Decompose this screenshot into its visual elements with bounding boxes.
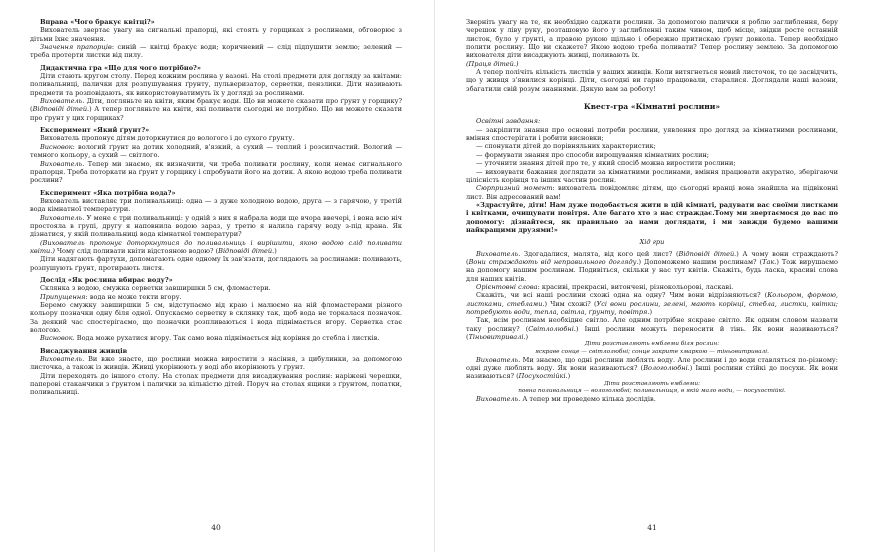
paragraph: Орієнтовні слова: красиві, прекрасні, витончені, різнокольорові, ласкаві.: [476, 282, 734, 291]
paragraph: А тепер полічіть кількість листків у ваших живців. Коли витягнеться новий листочок, то це засвідчить, що у живця з'явилися корінці. Діти, сьогодні ви гарно працювали, старалися. Доглядали наші вазони, збагатили свій розум знаннями. Дякую вам за роботу!: [466, 68, 838, 93]
page-fold: [434, 0, 435, 552]
paragraph: Вихователь пропонує дітям доторкнутися до вологого і до сухого ґрунту.: [40, 134, 295, 143]
paragraph: Висновок: вологий ґрунт на дотик холодний, в'язкий, а сухий — теплий і розсипчастий. Вологий — темного кольору, а сухий — світлого.: [30, 142, 402, 160]
task-item: — закріпити знання про основні потреби рослини, уявлення про догляд за кімнатними рослинами, вміння спостерігати і робити висновки;: [466, 125, 838, 143]
page-number-left: 40: [211, 522, 221, 532]
note-line: яскраве сонце — світлолюбні; сонце закрите хмаркою — тіньовитривалі.: [535, 348, 769, 355]
game-progress-heading: Хід гри: [639, 238, 665, 247]
paragraph: Скажіть, чи всі наші рослини схожі одна на одну? Чим вони відрізняються? (Кольором, формою, листками, стеблами.) Чим схожі? (Усі вони рослини, зелені, мають корінці, стебла, листки, квітки; потребують води, тепла, світла, ґрунту, повітря.): [466, 291, 839, 316]
paragraph: Висновок. Вода може рухатися вгору. Так само вона піднімається від коріння до стебла і листків.: [40, 334, 380, 343]
paragraph: Так, всім рослинам необхідне світло. Але одним потрібне яскраве світло. Як одним словом назвати таку рослину? (Світлолюбні.) Інші рослини можуть переносити й тінь. Як вони називаються? (Тіньовитривалі.): [466, 316, 838, 342]
letter-text: «Здрастуйте, діти! Нам дуже подобається жити в цій кімнаті, радувати вас своїми листками і квітками, очищувати повітря. Але багато хто з нас страждає.Тому ми звертаємося до вас по допомогу: дізнайтеся, як правильно за нами доглядати, і ми завжди будемо вашими найкращими друзями!»: [466, 200, 838, 234]
paragraph: Беремо смужку завширшки 5 см, відступаємо від краю і малюємо на ній фломастерами різного кольору позначки одну біля одної. Опускаємо серветку в склянку так, щоб вода не торкалася позначок. За деякий час спостерігаємо, що позначки розпливаються і вода піднімається вгору. Серветка стає вологою.: [30, 301, 402, 335]
heading-experiment-absorb: Дослід «Як рослина вбирає воду?»: [40, 275, 173, 284]
paragraph: Діти стають кругом столу. Перед кожним рослина у вазоні. На столі предмети для догляду за квітами: поливальниці, палички для розпушування ґрунту, пульверизатор, серветки, пензлики. Діти називають предмети та розповідають, як використовуватимуть їх у догляді за рослинами.: [30, 72, 402, 97]
section-title: Квест-гра «Кімнатні рослини»: [583, 102, 721, 112]
paragraph: Вихователь. Здогадалися, малята, від кого цей лист? (Відповіді дітей.) А чому вони страждають? (Вони страждають від неправильного догляду.) Допоможемо нашим рослинам? (Так.) Тож вирушаємо на допомогу нашим рослинам. Подивіться, скільки у нас тут квітів. Скажіть, будь ласка, красиві слова для наших квітів.: [466, 249, 838, 283]
paragraph: Сюрпризний момент: вихователь повідомляє дітям, що сьогодні вранці вона знайшла на підвіконні лист. Він адресований вам!: [466, 184, 838, 201]
note-line: Діти розставляють емблеми біля рослин:: [584, 341, 720, 348]
page-number-right: 41: [647, 522, 657, 532]
paragraph: (Вихователь пропонує доторкнутися до поливальниць і вирішити, якою водою слід поливати квіти.) Чому слід поливати квіти відстояною водою? (Відповіді дітей.): [30, 238, 402, 255]
heading-experiment-water: Експеримент «Яка потрібна вода?»: [40, 188, 176, 197]
paragraph: Вихователь. У мене є три поливальниці: у одній з них я набрала води ще вчора ввечері, і вона всю ніч простояла в групі, другу я наповнила водою зараз, у третю я налила гарячу воду з-під крана. Як дізнатися, у якій поливальниці вода кімнатної температури?: [30, 213, 402, 239]
paragraph: Припущення: вода не може текти вгору.: [40, 292, 182, 301]
paragraph: Вихователь. А тепер ми проведемо кілька дослідів.: [476, 395, 656, 404]
note-line: Діти розставляють емблеми:: [603, 380, 701, 387]
page-right: [466, 18, 838, 538]
paragraph: Вихователь виставляє три поливальниці: одна — з дуже холодною водою, друга — з гарячою, у третій вода кімнатної температури.: [30, 196, 402, 214]
task-item: — уточнити знання дітей про те, у який спосіб можна виростити рослини;: [476, 159, 736, 168]
paragraph: Зверніть увагу на те, як необхідно саджати рослини. За допомогою палички я роблю заглиблення, беру черешок у ліву руку, розташовую його у заглибленні таким чином, щоб місце, звідки росте останній листок, було у ґрунті, а правою рукою щільно і обережно притискаю ґрунт довкола. Тепер необхідно полити рослину. Що ви скажете? Якою водою треба поливати? Тепер рослину землею. За допомогою вихователя діти висаджують живці, поливають їх.: [466, 18, 838, 60]
page-left: [30, 18, 402, 538]
task-item: — виховувати бажання доглядати за кімнатними рослинами, вміння працювати акуратно, зберігаючи цілісність корінця та інших частин рослин.: [466, 167, 838, 184]
paragraph: Вихователь. Ви вже знаєте, що рослини можна виростити з насіння, з цибулинки, за допомогою листочка, а також із живців. Живці укорінюють у воді або вкорінюють у ґрунт.: [30, 355, 402, 372]
task-item: — формувати знання про способи вирощування кімнатних рослин;: [476, 150, 710, 159]
note-line: повна поливальниця — вологолюбні; поливальниця, в якій мало води, — посухостійкі.: [518, 388, 786, 395]
heading-didactic-game: Дидактична гра «Що для чого потрібно?»: [40, 63, 201, 72]
heading-planting-cuttings: Висаджування живців: [40, 346, 128, 355]
paragraph: (Праця дітей.): [466, 59, 519, 68]
paragraph: Вихователь. Тепер ми знаємо, як визначити, чи треба поливати рослину, коли немає сигнального прапорця. Треба поторкати на ґрунт у горщику і спробувати його на дотик. А якою водою треба поливати рослини?: [30, 159, 402, 185]
paragraph: Вихователь звертає увагу на сигнальні прапорці, які стоять у горщиках з рослинами, обговорює з дітьми їхнє значення.: [30, 26, 402, 43]
tasks-heading: Освітні завдання:: [476, 117, 541, 126]
heading-exercise: Вправа «Чого бракує квітці?»: [40, 18, 155, 26]
paragraph: Значення прапорців: синій — квітці бракує води; коричневий — слід підпушити землю; зелений — треба протерти листки від пилу.: [30, 43, 403, 60]
task-item: — спонукати дітей до порівняльних характеристик;: [476, 142, 656, 151]
paragraph: Діти переходять до іншого столу. На столах предмети для висаджування рослин: наріжені черешки, паперові стаканчики з ґрунтом і палички за кількістю дітей. Поруч на столах ящики з ґрунтом, лопатки, поливальниці.: [30, 371, 402, 397]
paragraph: Склянка з водою, смужка серветки завширшки 5 см, фломастери.: [40, 284, 271, 293]
paragraph: Діти надягають фартухи, допомагають одне одному їх зав'язати, доглядають за рослинами: поливають, розпушують ґрунт, протирають листя.: [30, 255, 402, 272]
paragraph: Вихователь. Діти, погляньте на квіти, яким бракує води. Що ви можете сказати про ґрунт у горщику? (Відповіді дітей.) А тепер погляньте на квіти, які поливати сьогодні не потрібно. Що ви можете сказати про ґрунт у цих горщиках?: [30, 97, 402, 122]
heading-experiment-soil: Експеримент «Який ґрунт?»: [40, 126, 150, 135]
paragraph: Вихователь. Ми знаємо, що одні рослини люблять воду. Але рослини і до води ставляться по-різному: одні дуже люблять воду. Як вони називаються? (Вологолюбні.) Інші рослини стійкі до посухи. Як вони називаються? (Посухостійкі.): [466, 355, 839, 381]
